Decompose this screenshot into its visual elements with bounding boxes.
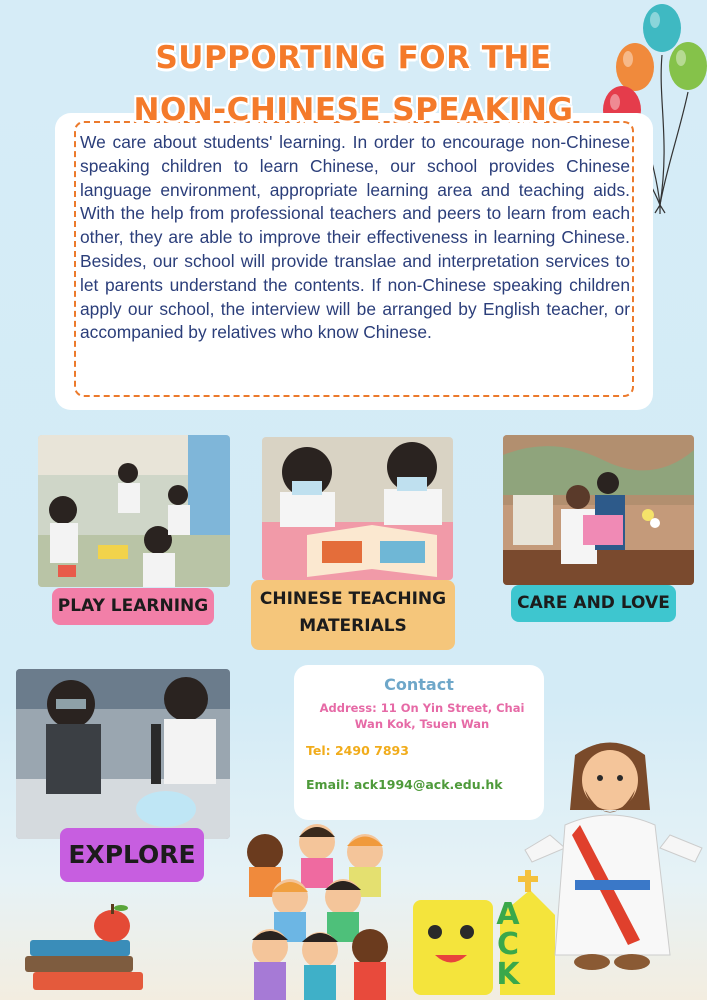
jesus-illustration [520, 740, 707, 975]
contact-heading: Contact [384, 675, 454, 694]
photo-explore [16, 669, 230, 839]
page-title-line2: NON-CHINESE SPEAKING [133, 92, 574, 128]
books-apple-illustration [25, 900, 155, 995]
badge-explore: EXPLORE [60, 828, 204, 882]
intro-text: We care about students' learning. In order to encourage non-Chinese speaking children to learn Chinese, our school provides Chinese language environment, appropriate learning area and teaching aids. With the help from professional teachers and peers to learn from each other, they are able to improve their effectiveness in learning Chinese. Besides, our school will provide translae and interpretation services to let parents understand the contents. If non-Chinese speaking children apply our school, the interview will be arranged by English teacher, or accompanied by relatives who know Chinese. [80, 132, 630, 343]
contact-tel: Tel: 2490 7893 [306, 743, 409, 758]
page-title-line1: SUPPORTING FOR THE [155, 40, 552, 76]
photo-care-and-love [503, 435, 694, 585]
badge-play-learning: PLAY LEARNING [52, 588, 214, 625]
photo-play-learning [38, 435, 230, 587]
children-group-illustration [225, 822, 415, 1000]
contact-card [294, 665, 544, 820]
photo-chinese-materials [262, 437, 453, 580]
badge-chinese-materials: CHINESE TEACHING MATERIALS [251, 580, 455, 650]
ack-logo-text: ACK [496, 897, 520, 992]
contact-address: Address: 11 On Yin Street, Chai Wan Kok, Tsuen Wan [319, 701, 525, 731]
contact-email[interactable]: Email: ack1994@ack.edu.hk [306, 777, 503, 792]
badge-care-and-love: CARE AND LOVE [511, 585, 676, 622]
